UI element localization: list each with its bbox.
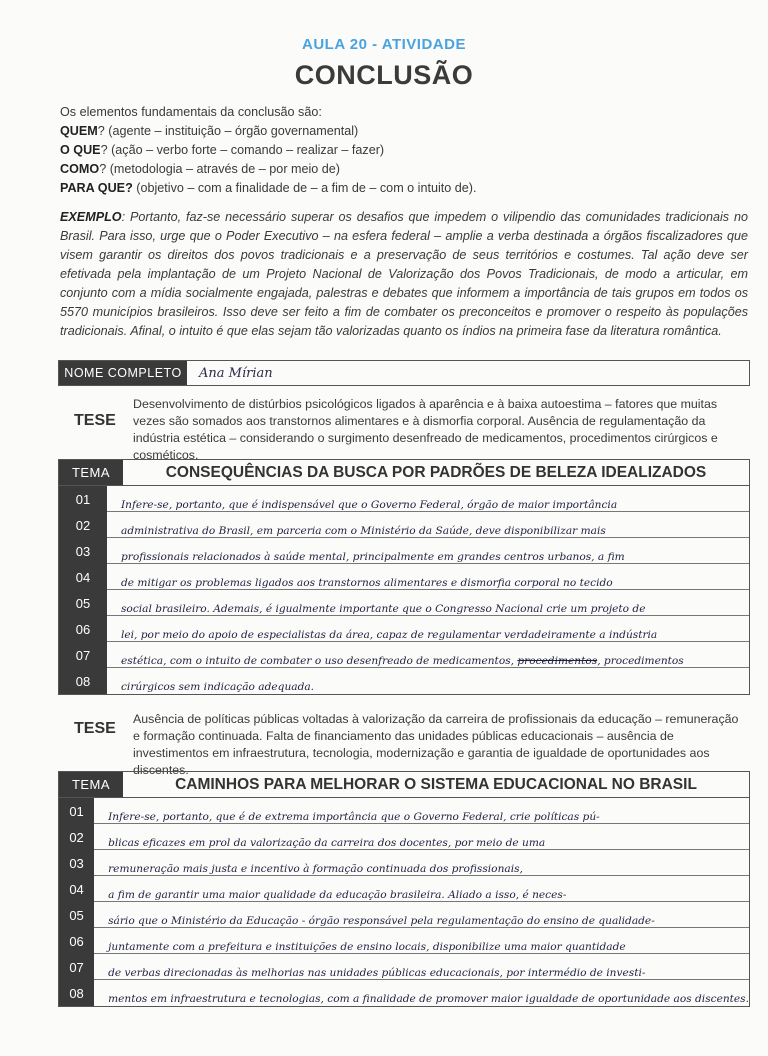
line-numbers-2 [59, 798, 94, 1006]
handwritten-line[interactable]: social brasileiro. Ademais, é igualmente importante que o Congresso Nacional crie um projeto de [107, 590, 749, 616]
element-what [60, 141, 720, 160]
tese-text-2: Ausência de políticas públicas voltadas à valorização da carreira de profissionais da educação – remuneração e formação continuada. Falta de financiamento das unidades públicas educacionais – ausência de investimentos em infraestrutura, tecnologia, modernização e garantia de igualdade de oportunidades aos discentes. [133, 712, 739, 777]
handwritten-line-7[interactable] [107, 642, 749, 668]
element-text: ? (agente – instituição – órgão governamental) [97, 124, 359, 138]
example-label: EXEMPLO [60, 210, 122, 224]
element-key: PARA QUE? [60, 181, 133, 195]
line-number: 04 [69, 881, 84, 897]
handwritten-line[interactable]: Infere-se, portanto, que é de extrema importância que o Governo Federal, crie políticas pú- [94, 798, 749, 824]
line-number: 06 [69, 933, 84, 949]
line-number: 05 [75, 595, 91, 611]
line-tail: , procedimentos [597, 655, 684, 667]
line-number: 04 [75, 569, 91, 585]
line-number: 02 [75, 517, 91, 533]
element-text: ? (ação – verbo forte – comando – realizar – fazer) [100, 143, 385, 157]
struck-word: procedimentos [517, 655, 598, 667]
element-key: QUEM [60, 124, 98, 138]
example-text: : Portanto, faz-se necessário superar os desafios que impedem o vilipendio das comunidades tradicionais no Brasil. Para isso, urge que o Poder Executivo – na esfera federal – amplie a verba destinada a órgãos fiscalizadores que visem garantir os direitos dos povos tradicionais e a preservação de seus territórios e costumes. Tal ação deve ser efetivada pela implantação de um Projeto Nacional de Valorização dos Povos Tradicionais, de modo a articular, em conjunto com a mídia socialmente engajada, palestras e debates que informem a importância de tais grupos em todos os 5570 municípios brasileiros. Isso deve ser feito a fim de combater os preconceitos e promover o respeito às populações tradicionais. Afinal, o intuito é que elas sejam tão valorizadas quanto os índios na primeira fase da literatura romântica. [60, 210, 748, 338]
line-number: 05 [69, 907, 84, 923]
tema-block-1 [58, 459, 750, 695]
element-text: (objetivo – com a finalidade de – a fim de – com o intuito de). [132, 181, 477, 195]
element-how [60, 160, 720, 179]
elements-intro: Os elementos fundamentais da conclusão são: [60, 105, 322, 119]
tema-header-1 [59, 460, 749, 486]
handwritten-line[interactable]: remuneração mais justa e incentivo à formação continuada dos profissionais, [94, 850, 749, 876]
lesson-label: AULA 20 - ATIVIDADE [302, 36, 466, 53]
tese-label-1: TESE [74, 412, 116, 429]
tema-title-2: CAMINHOS PARA MELHORAR O SISTEMA EDUCACIONAL NO BRASIL [175, 775, 697, 793]
line-number: 07 [69, 959, 84, 975]
element-who [60, 122, 720, 141]
element-text: ? (metodologia – através de – por meio de) [99, 162, 341, 176]
handwritten-line[interactable]: Infere-se, portanto, que é indispensável que o Governo Federal, órgão de maior importância [107, 486, 749, 512]
tema-title-1: CONSEQUÊNCIAS DA BUSCA POR PADRÕES DE BELEZA IDEALIZADOS [165, 463, 707, 481]
handwritten-lines-2 [94, 798, 749, 1006]
full-name-field[interactable]: Ana Mírian [199, 365, 273, 381]
tema-header-2 [59, 772, 749, 798]
handwritten-line[interactable]: cirúrgicos sem indicação adequada. [121, 681, 315, 693]
line-number: 06 [75, 621, 91, 637]
handwritten-line[interactable]: administrativa do Brasil, em parceria com o Ministério da Saúde, deve disponibilizar mais [107, 512, 749, 538]
full-name-row [58, 360, 750, 386]
handwritten-line[interactable]: a fim de garantir uma maior qualidade da educação brasileira. Aliado a isso, é neces- [94, 876, 749, 902]
element-key: O QUE [60, 143, 101, 157]
page-title: CONCLUSÃO [294, 60, 474, 90]
example-paragraph [60, 208, 748, 341]
handwritten-line[interactable]: blicas eficazes em prol da valorização da carreira dos docentes, por meio de uma [94, 824, 749, 850]
handwritten-line[interactable]: de verbas direcionadas às melhorias nas unidades públicas educacionais, por intermédio de investi- [94, 954, 749, 980]
handwritten-line[interactable]: de mitigar os problemas ligados aos transtornos alimentares e dismorfia corporal no tecido [107, 564, 749, 590]
line-number: 07 [75, 647, 91, 663]
line-number: 02 [69, 829, 84, 845]
tema-block-2 [58, 771, 750, 1007]
element-key: COMO [60, 162, 100, 176]
handwritten-line[interactable]: juntamente com a prefeitura e instituições de ensino locais, disponibilize uma maior quantidade [94, 928, 749, 954]
writing-area-2 [59, 798, 749, 1006]
handwritten-line[interactable]: sário que o Ministério da Educação - órgão responsável pela regulamentação do ensino de qualidade- [94, 902, 749, 928]
conclusion-elements [60, 103, 720, 198]
tema-label-2: TEMA [59, 772, 123, 797]
handwritten-line[interactable]: lei, por meio do apoio de especialistas da área, capaz de regulamentar verdadeiramente a indústria [107, 616, 749, 642]
line-numbers-1 [59, 486, 107, 694]
writing-area-1 [59, 486, 749, 694]
line-number: 08 [75, 673, 91, 689]
handwritten-lines-1 [107, 486, 749, 694]
tese-label-2: TESE [74, 720, 116, 737]
element-why [60, 179, 720, 198]
tese-text-1: Desenvolvimento de distúrbios psicológicos ligados à aparência e à baixa autoestima – fatores que muitas vezes são somados aos transtornos alimentares e à dismorfia corporal. Ausência de regulamentação da indústria estética – considerando o surgimento desenfreado de medicamentos, procedimentos cirúrgicos e cosméticos. [133, 397, 718, 462]
line-number: 01 [75, 491, 91, 507]
tema-label-1: TEMA [59, 460, 123, 485]
full-name-label: NOME COMPLETO [59, 361, 187, 385]
line-number: 03 [75, 543, 91, 559]
line-number: 01 [69, 803, 84, 819]
line-number: 03 [69, 855, 84, 871]
line-number: 08 [69, 985, 84, 1001]
line-text: estética, com o intuito de combater o uso desenfreado de medicamentos, [121, 655, 514, 667]
handwritten-line[interactable]: profissionais relacionados à saúde mental, principalmente em grandes centros urbanos, a fim [107, 538, 749, 564]
handwritten-line[interactable]: mentos em infraestrutura e tecnologias, com a finalidade de promover maior igualdade de oportunidade aos discentes. [108, 993, 749, 1005]
